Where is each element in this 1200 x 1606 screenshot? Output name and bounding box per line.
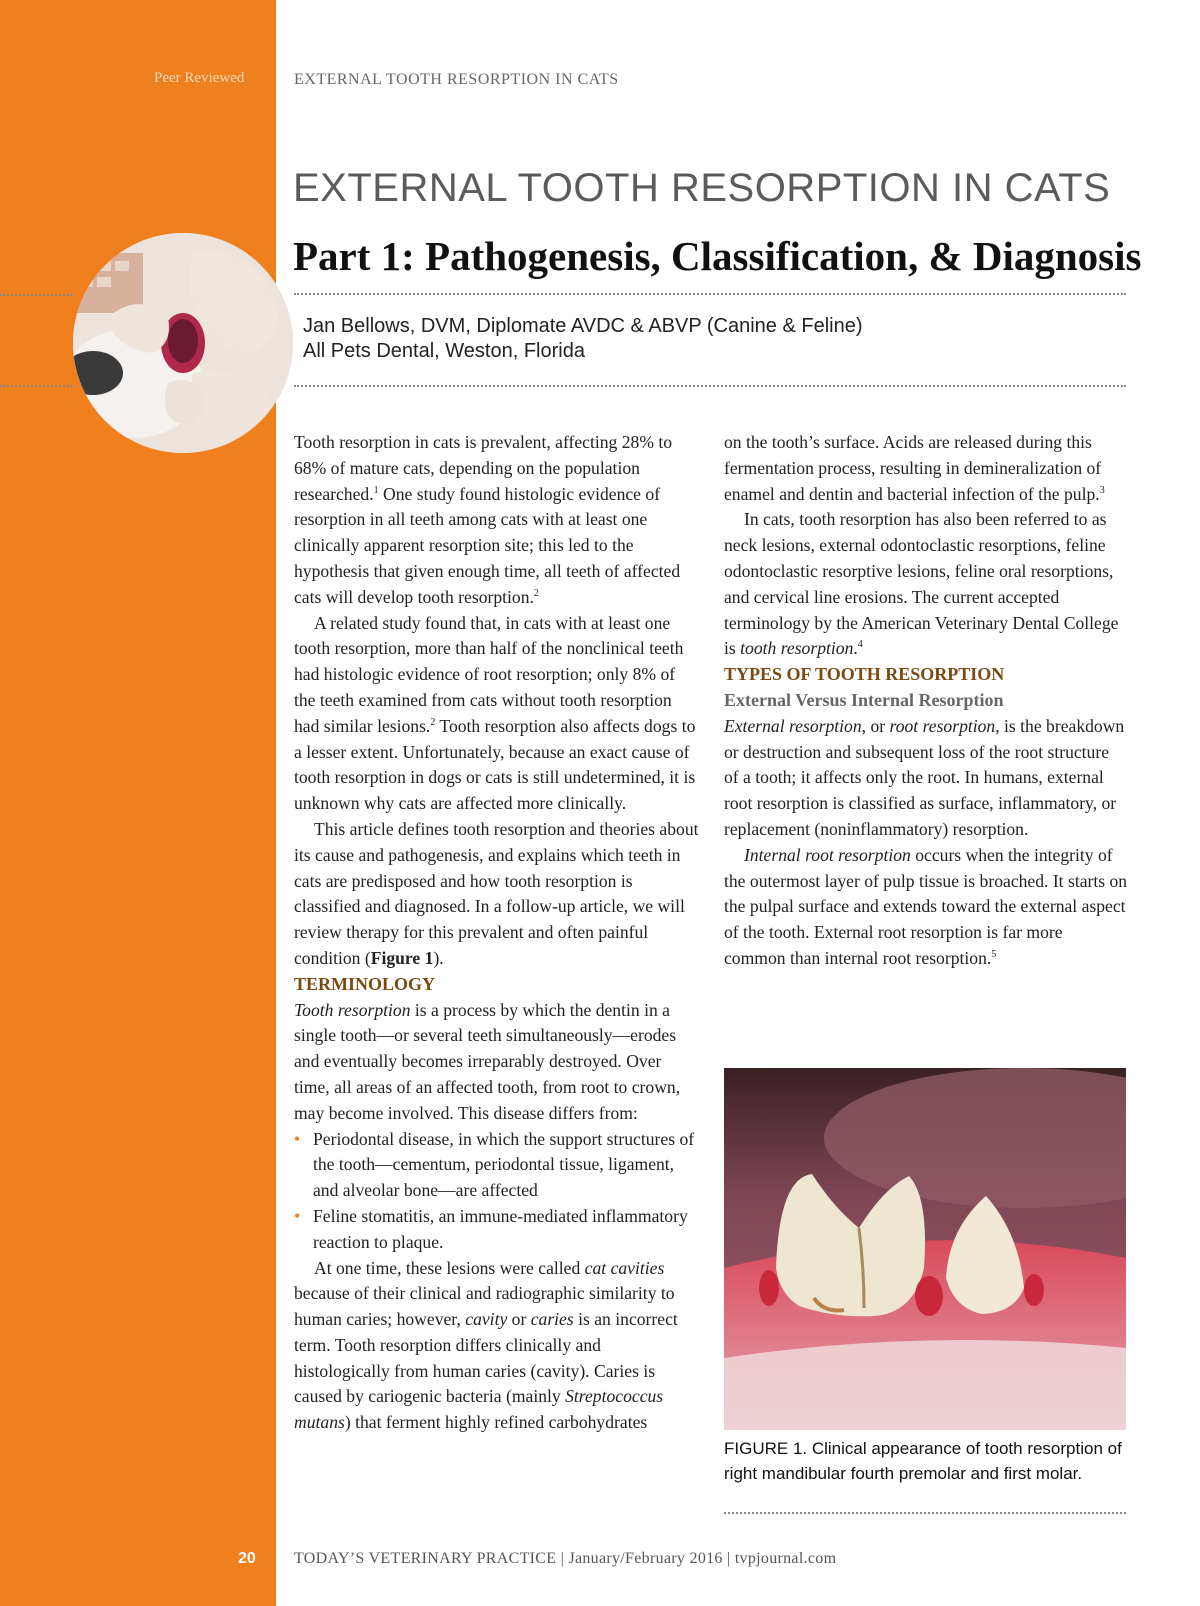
article-title: EXTERNAL TOOTH RESORPTION IN CATS	[293, 166, 1111, 210]
section-heading-types: TYPES OF TOOTH RESORPTION	[724, 664, 1005, 685]
paragraph-intro: Tooth resorption in cats is prevalent, affecting 28% to 68% of mature cats, depending on the population researched.$^1$ One study found histologic evidence of resorption in all teeth among cats with at least one clinically apparent resorption site; this led to the hypothesis that given enough time, all teeth of affected cats will develop tooth resorption.$^2$	[294, 432, 681, 607]
figure-1-reference: Figure 1	[370, 947, 434, 968]
footer-journal-info: TODAY’S VETERINARY PRACTICE | January/February 2016 | tvpjournal.com	[294, 1550, 837, 1567]
caption-divider	[724, 1512, 1126, 1514]
author-name: Jan Bellows, DVM, Diplomate AVDC & ABVP (Canine & Feline)	[303, 315, 863, 337]
author-divider	[294, 385, 1126, 387]
article-subtitle: Part 1: Pathogenesis, Classification, & Diagnosis	[293, 233, 1142, 279]
page-number: 20	[238, 1550, 256, 1567]
band-divider-top	[0, 294, 72, 296]
section-heading-terminology: TERMINOLOGY	[294, 973, 436, 994]
figure-1-caption: FIGURE 1. Clinical appearance of tooth resorption of right mandibular fourth premolar and first molar.	[724, 1439, 1122, 1483]
list-item: • Periodontal disease, in which the support structures of the tooth—cementum, periodontal tissue, ligament, and alveolar bone—are affected	[294, 1127, 700, 1204]
tooth-resorption-illustration	[724, 1068, 1126, 1430]
paragraph-article-scope: This article defines tooth resorption and theories about its cause and pathogenesis, and explains which teeth in cats are predisposed and how tooth resorption is classified and diagnosed. In a follow-up article, we will review therapy for this prevalent and often painful condition (Figure 1).	[294, 818, 699, 968]
differential-list	[294, 1127, 700, 1256]
right-column	[724, 430, 1128, 972]
orange-side-band	[0, 0, 276, 1606]
running-head: EXTERNAL TOOTH RESORPTION IN CATS	[294, 71, 619, 88]
band-divider-bottom	[0, 385, 72, 387]
paragraph-cat-cavities: At one time, these lesions were called cat cavities because of their clinical and radiographic similarity to human caries; however, cavity or caries is an incorrect term. Tooth resorption differs clinically and histologically from human caries (cavity). Caries is caused by cariogenic bacteria (mainly Streptococcus mutans) that ferment highly refined carbohydrates	[294, 1257, 678, 1433]
list-item: • Feline stomatitis, an immune-mediated inflammatory reaction to plaque.	[294, 1204, 700, 1256]
left-column	[294, 430, 700, 1436]
title-divider	[294, 293, 1126, 295]
cat-dental-exam-photo	[73, 233, 293, 453]
paragraph-other-names: In cats, tooth resorption has also been referred to as neck lesions, external odontoclastic resorptions, feline odontoclastic resorptive lesions, feline oral resorptions, and cervical line erosions. The current accepted terminology by the American Veterinary Dental College is tooth resorption.$^4$	[724, 509, 1119, 659]
peer-reviewed-label: Peer Reviewed	[154, 70, 245, 86]
paragraph-external-resorption: External resorption, or root resorption, is the breakdown or destruction and subsequent loss of the root structure of a tooth; it affects only the root. In humans, external root resorption is classified as surface, inflammatory, or replacement (noninflammatory) resorption.	[724, 715, 1125, 839]
cat-dental-exam-illustration	[73, 233, 293, 453]
author-affiliation: All Pets Dental, Weston, Florida	[303, 340, 585, 362]
author-block	[303, 314, 863, 364]
paragraph-terminology: Tooth resorption is a process by which the dentin in a single tooth—or several teeth simultaneously—erodes and eventually becomes irreparably destroyed. Over time, all areas of an affected tooth, from root to crown, may become involved. This disease differs from:	[294, 999, 681, 1123]
paragraph-internal-resorption: Internal root resorption occurs when the integrity of the outermost layer of pulp tissue is broached. It starts on the pulpal surface and extends toward the external aspect of the tooth. External root resorption is far more common than internal root resorption.$^5$	[724, 844, 1128, 968]
paragraph-related-study: A related study found that, in cats with at least one tooth resorption, more than half of the nonclinical teeth had histologic evidence of root resorption; only 8% of the teeth examined from cats without tooth resorption had similar lesions.$^2$ Tooth resorption also affects dogs to a lesser extent. Unfortunately, because an exact cause of tooth resorption in dogs or cats is still undetermined, it is unknown why cats are affected more clinically.	[294, 612, 696, 814]
subsection-heading-external-internal: External Versus Internal Resorption	[724, 689, 1004, 710]
figure-1-photo	[724, 1068, 1126, 1430]
paragraph-caries-continued: on the tooth’s surface. Acids are released during this fermentation process, resulting in demineralization of enamel and dentin and bacterial infection of the pulp.$^3$	[724, 432, 1105, 504]
